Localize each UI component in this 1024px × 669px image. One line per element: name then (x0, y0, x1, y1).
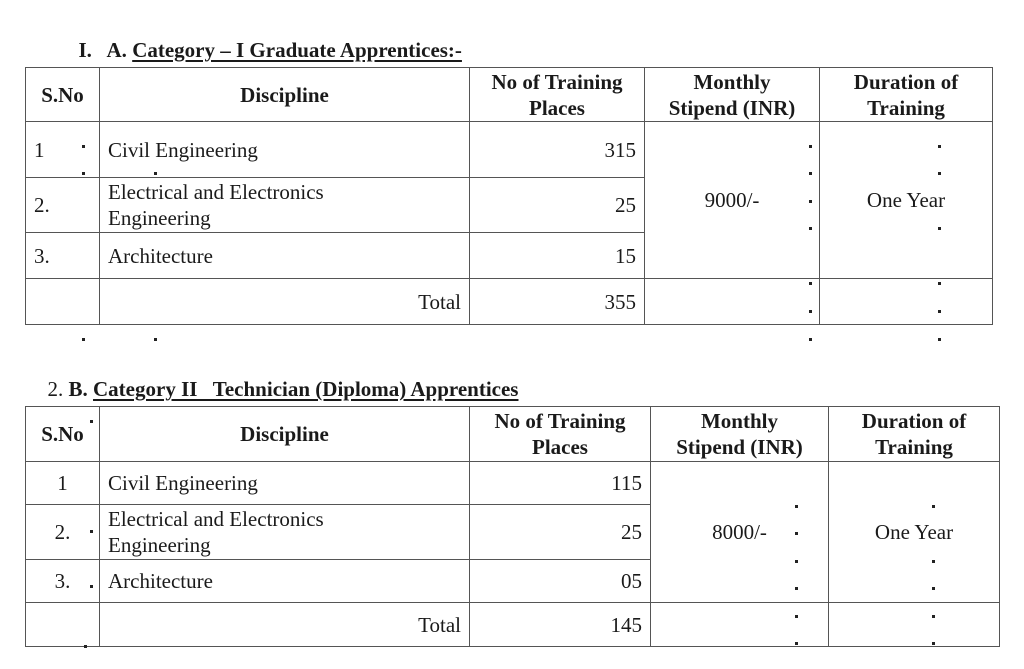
row-places: 25 (470, 505, 651, 560)
row-sno: 3. (26, 560, 100, 603)
row-sno: 1 (26, 122, 100, 178)
total-label: Total (100, 603, 470, 647)
duration-cell: One Year (829, 462, 1000, 603)
total-places: 145 (470, 603, 651, 647)
section-b-heading-prefix: 2. (47, 377, 69, 401)
section-b-heading (37, 352, 518, 402)
row-discipline: Architecture (100, 560, 470, 603)
row-discipline: Electrical and Electronics Engineering (100, 505, 470, 560)
table-header-row (26, 407, 1000, 462)
header-duration: Duration of Training (820, 68, 993, 122)
header-discipline: Discipline (100, 407, 470, 462)
section-a-heading (68, 13, 462, 63)
table-row (26, 122, 993, 178)
table-header-row (26, 68, 993, 122)
row-discipline: Electrical and Electronics Engineering (100, 178, 470, 233)
header-duration: Duration of Training (829, 407, 1000, 462)
header-sno: S.No (26, 68, 100, 122)
row-discipline: Civil Engineering (100, 122, 470, 178)
section-b-heading-title: Category II Technician (Diploma) Apprentices (93, 377, 519, 401)
row-places: 315 (470, 122, 645, 178)
header-places: No of Training Places (470, 68, 645, 122)
row-sno: 2. (26, 178, 100, 233)
section-a-heading-title: Category – I Graduate Apprentices:- (132, 38, 462, 62)
technician-apprentices-table (25, 406, 1000, 647)
row-sno: 1 (26, 462, 100, 505)
total-row (26, 279, 993, 325)
row-discipline: Architecture (100, 233, 470, 279)
row-places: 115 (470, 462, 651, 505)
header-discipline: Discipline (100, 68, 470, 122)
section-b-heading-letter: B. (68, 377, 94, 401)
total-places: 355 (470, 279, 645, 325)
table-row (26, 462, 1000, 505)
row-sno: 3. (26, 233, 100, 279)
stipend-cell: 9000/- (645, 122, 820, 279)
section-a-heading-prefix: I. A. (78, 38, 133, 62)
stipend-cell: 8000/- (651, 462, 829, 603)
row-sno: 2. (26, 505, 100, 560)
duration-cell: One Year (820, 122, 993, 279)
row-places: 25 (470, 178, 645, 233)
header-sno: S.No (26, 407, 100, 462)
row-places: 15 (470, 233, 645, 279)
total-row (26, 603, 1000, 647)
header-places: No of Training Places (470, 407, 651, 462)
total-label: Total (100, 279, 470, 325)
header-stipend: Monthly Stipend (INR) (651, 407, 829, 462)
row-discipline: Civil Engineering (100, 462, 470, 505)
header-stipend: Monthly Stipend (INR) (645, 68, 820, 122)
graduate-apprentices-table (25, 67, 993, 325)
row-places: 05 (470, 560, 651, 603)
